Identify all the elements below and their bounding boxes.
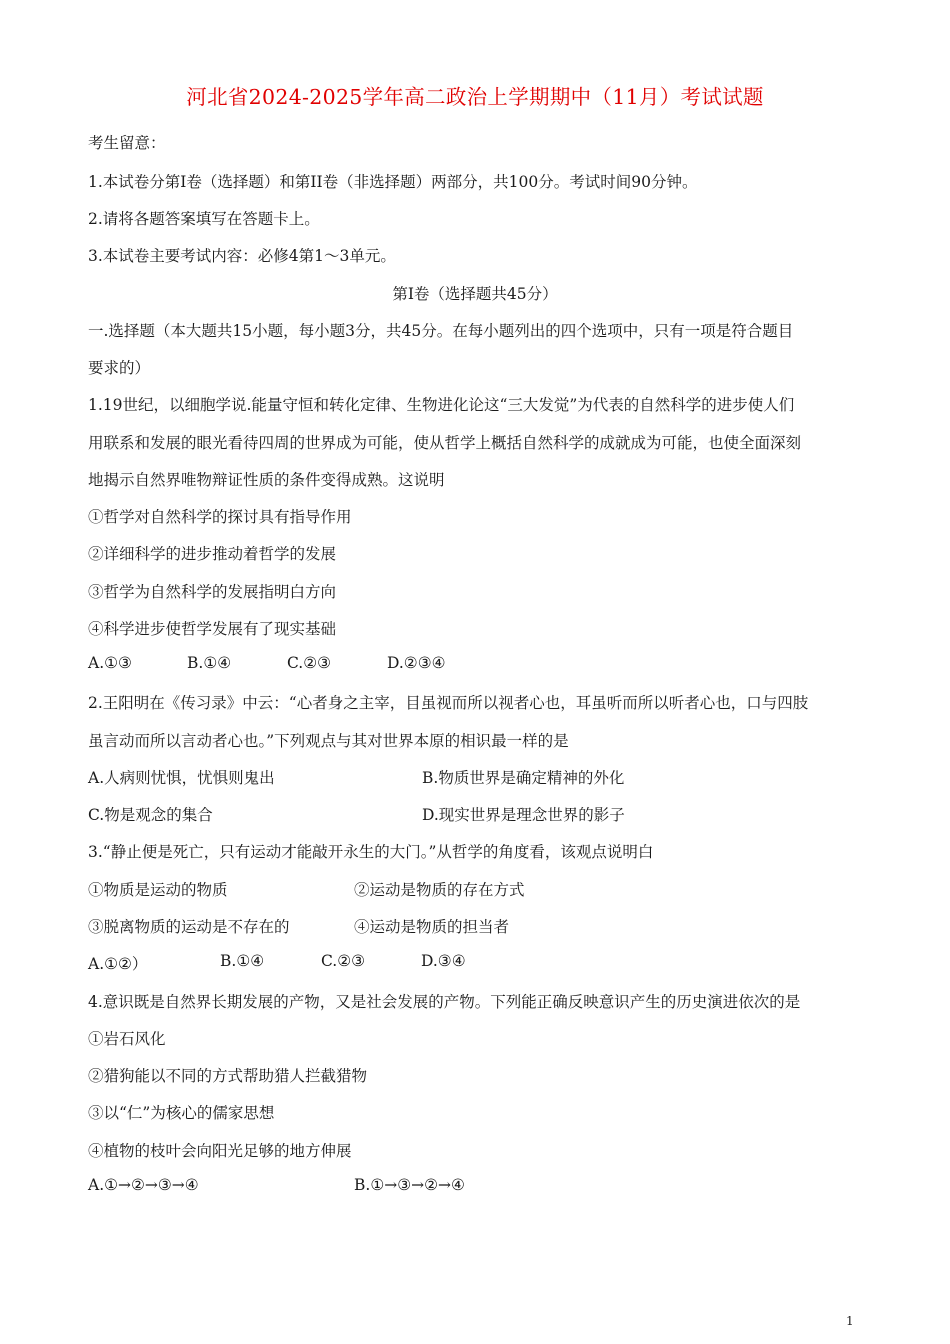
instruction-line: 要求的） bbox=[88, 359, 151, 377]
q1-item: ③哲学为自然科学的发展指明白方向 bbox=[88, 583, 337, 601]
q4-item: ④植物的枝叶会向阳光足够的地方伸展 bbox=[88, 1142, 352, 1160]
q2-option-c: C.物是观念的集合 bbox=[88, 806, 213, 824]
notes-heading: 考生留意： bbox=[88, 134, 166, 152]
note-item: 3.本试卷主要考试内容：必修4第1～3单元。 bbox=[88, 247, 396, 265]
q2-stem-line: 虽言动而所以言动者心也。”下列观点与其对世界本原的相识最一样的是 bbox=[88, 732, 569, 750]
q1-item: ①哲学对自然科学的探讨具有指导作用 bbox=[88, 508, 352, 526]
q1-option-c: C.②③ bbox=[287, 654, 332, 672]
note-item: 1.本试卷分第Ⅰ卷（选择题）和第II卷（非选择题）两部分，共100分。考试时间90分钟。 bbox=[88, 173, 698, 191]
q4-stem: 4.意识既是自然界长期发展的产物，又是社会发展的产物。下列能正确反映意识产生的历史演进依次的是 bbox=[88, 993, 801, 1011]
section-title: 第Ⅰ卷（选择题共45分） bbox=[392, 285, 558, 303]
q1-stem-line: 地揭示自然界唯物辩证性质的条件变得成熟。这说明 bbox=[88, 471, 445, 489]
q3-item: ④运动是物质的担当者 bbox=[354, 918, 510, 936]
q1-option-b: B.①④ bbox=[187, 654, 232, 672]
page-number: 1 bbox=[846, 1314, 854, 1328]
exam-title: 河北省2024-2025学年高二政治上学期期中（11月）考试试题 bbox=[186, 85, 764, 109]
note-item: 2.请将各题答案填写在答题卡上。 bbox=[88, 210, 320, 228]
q3-option-a: A.①②） bbox=[88, 955, 148, 973]
q3-item: ①物质是运动的物质 bbox=[88, 881, 228, 899]
q1-option-d: D.②③④ bbox=[387, 654, 446, 672]
q2-option-a: A.人病则忧惧，忧惧则鬼出 bbox=[88, 769, 275, 787]
q4-item: ②猎狗能以不同的方式帮助猎人拦截猎物 bbox=[88, 1067, 368, 1085]
q4-item: ①岩石风化 bbox=[88, 1030, 166, 1048]
q3-item: ②运动是物质的存在方式 bbox=[354, 881, 525, 899]
q1-item: ④科学进步使哲学发展有了现实基础 bbox=[88, 620, 337, 638]
q3-stem: 3.“静止便是死亡，只有运动才能敲开永生的大门。”从哲学的角度看，该观点说明白 bbox=[88, 843, 654, 861]
instruction-line: 一.选择题（本大题共15小题，每小题3分，共45分。在每小题列出的四个选项中，只有一项是符合题目 bbox=[88, 322, 794, 340]
q4-item: ③以“仁”为核心的儒家思想 bbox=[88, 1104, 275, 1122]
q3-option-b: B.①④ bbox=[220, 952, 265, 970]
q2-stem-line: 2.王阳明在《传习录》中云：“心者身之主宰，目虽视而所以视者心也，耳虽听而所以听者心也，口与四肢 bbox=[88, 694, 809, 712]
q2-option-d: D.现实世界是理念世界的影子 bbox=[422, 806, 625, 824]
q3-option-c: C.②③ bbox=[321, 952, 366, 970]
q1-stem-line: 用联系和发展的眼光看待四周的世界成为可能，使从哲学上概括自然科学的成就成为可能，也使全面深刻 bbox=[88, 434, 802, 452]
q2-option-b: B.物质世界是确定精神的外化 bbox=[422, 769, 625, 787]
q1-option-a: A.①③ bbox=[88, 654, 132, 672]
q1-item: ②详细科学的进步推动着哲学的发展 bbox=[88, 545, 337, 563]
q1-stem-line: 1.19世纪，以细胞学说.能量守恒和转化定律、生物进化论这“三大发觉”为代表的自然科学的进步使人们 bbox=[88, 396, 795, 414]
q3-item: ③脱离物质的运动是不存在的 bbox=[88, 918, 290, 936]
q4-option-b: B.①→③→②→④ bbox=[354, 1176, 465, 1194]
q3-option-d: D.③④ bbox=[421, 952, 466, 970]
q4-option-a: A.①→②→③→④ bbox=[88, 1176, 199, 1194]
